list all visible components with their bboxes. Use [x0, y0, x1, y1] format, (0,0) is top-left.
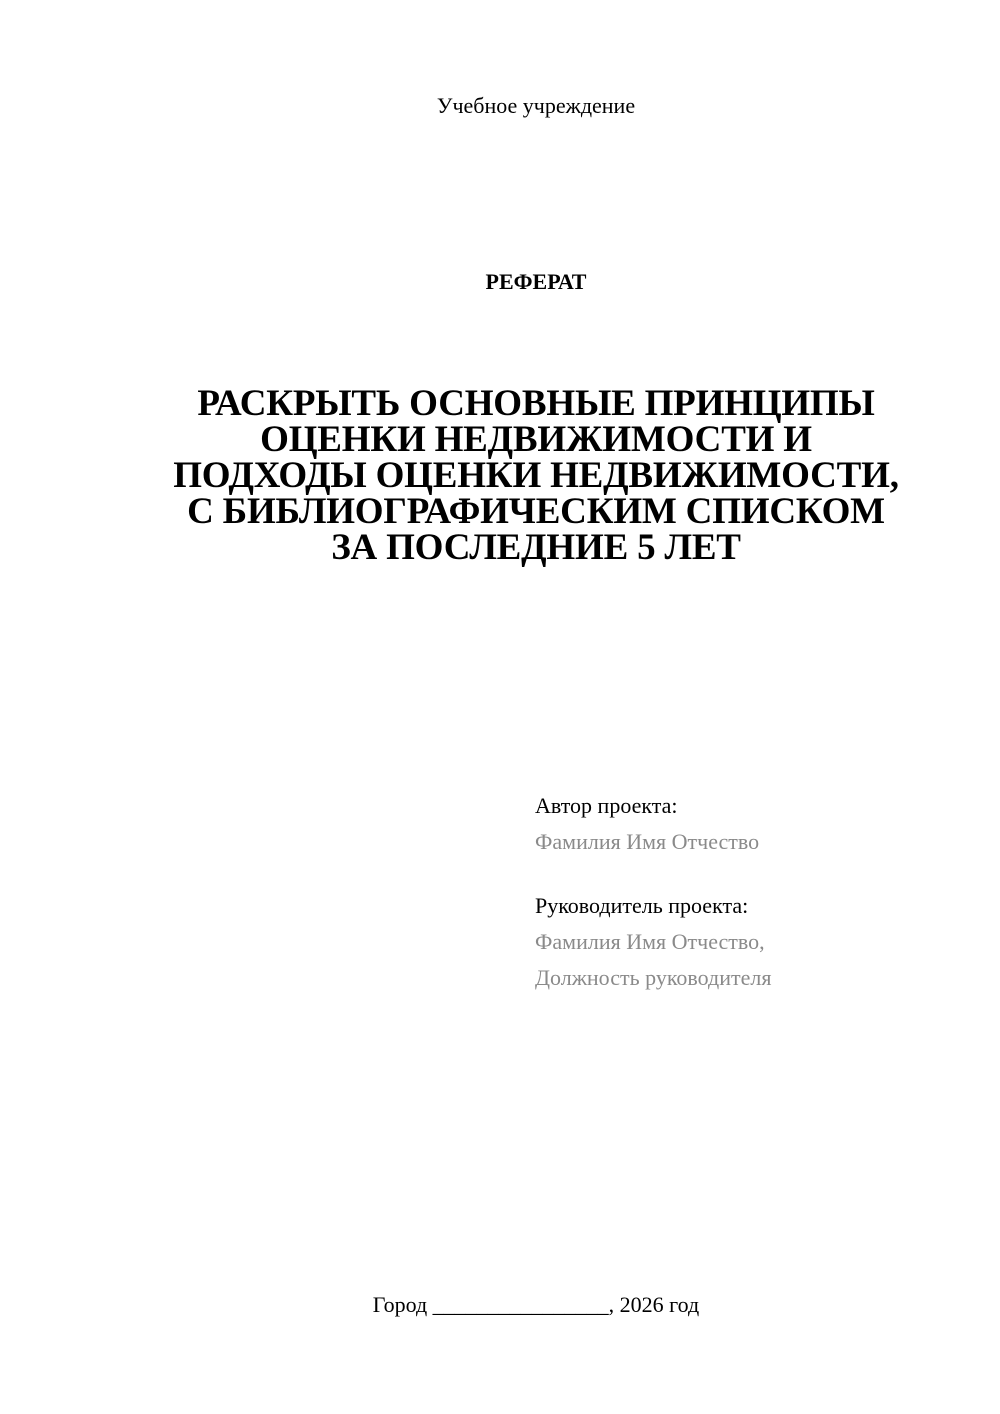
author-label: Автор проекта:: [535, 793, 678, 818]
author-name-placeholder: Фамилия Имя Отчество: [535, 829, 760, 854]
title-line-5: ЗА ПОСЛЕДНИЕ 5 ЛЕТ: [331, 527, 741, 568]
supervisor-name-placeholder: Фамилия Имя Отчество,: [535, 929, 765, 954]
credits-spacer: [535, 860, 975, 888]
institution-name: Учебное учреждение: [436, 93, 636, 118]
city-year-line: Город ________________, 2026 год: [372, 1292, 700, 1317]
supervisor-label: Руководитель проекта:: [535, 893, 749, 918]
document-type: РЕФЕРАТ: [485, 269, 587, 294]
title-line-3: ПОДХОДЫ ОЦЕНКИ НЕДВИЖИМОСТИ,: [173, 455, 899, 496]
credits-block: [535, 788, 975, 996]
title-line-2: ОЦЕНКИ НЕДВИЖИМОСТИ И: [260, 419, 812, 460]
supervisor-position-placeholder: Должность руководителя: [535, 965, 772, 990]
title-line-1: РАСКРЫТЬ ОСНОВНЫЕ ПРИНЦИПЫ: [197, 383, 875, 424]
title-line-4: С БИБЛИОГРАФИЧЕСКИМ СПИСКОМ: [187, 491, 885, 532]
document-title: [120, 383, 952, 568]
